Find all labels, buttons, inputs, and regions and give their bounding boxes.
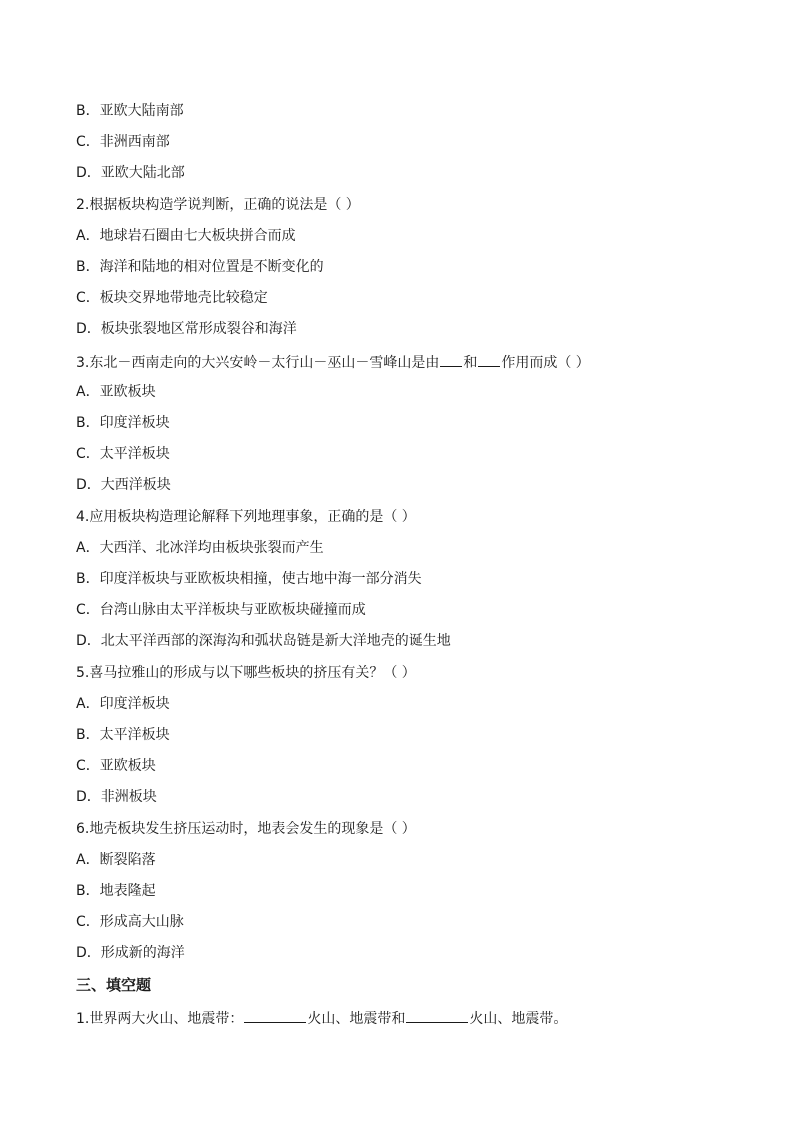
q3-blank-2 — [478, 352, 500, 367]
q1-option-b: B．亚欧大陆南部 — [76, 103, 184, 119]
q2-option-d: D．板块张裂地区常形成裂谷和海洋 — [76, 321, 297, 337]
section3-q1-blank-1 — [244, 1008, 306, 1023]
q2-stem: 2.根据板块构造学说判断，正确的说法是（ ） — [76, 197, 360, 213]
q5-option-c: C．亚欧板块 — [76, 758, 156, 774]
q4-option-c: C．台湾山脉由太平洋板块与亚欧板块碰撞而成 — [76, 602, 366, 618]
q2-option-a: A．地球岩石圈由七大板块拼合而成 — [76, 228, 296, 244]
q3-stem-part2: 和 — [463, 355, 478, 371]
q6-option-b: B．地表隆起 — [76, 883, 156, 899]
q5-option-a: A．印度洋板块 — [76, 696, 170, 712]
section3-q1-blank-2 — [406, 1008, 468, 1023]
q3-option-b: B．印度洋板块 — [76, 415, 170, 431]
q3-option-c: C．太平洋板块 — [76, 446, 170, 462]
q6-option-a: A．断裂陷落 — [76, 852, 156, 868]
q3-stem — [76, 352, 590, 372]
section3-q1 — [76, 1008, 567, 1028]
q3-stem-part3: 作用而成（ ） — [501, 355, 590, 371]
q3-stem-part1: 3.东北－西南走向的大兴安岭－太行山－巫山－雪峰山是由 — [76, 355, 440, 371]
q6-option-c: C．形成高大山脉 — [76, 914, 184, 930]
q4-option-b: B．印度洋板块与亚欧板块相撞，使古地中海一部分消失 — [76, 571, 422, 587]
q3-option-a: A．亚欧板块 — [76, 384, 156, 400]
section3-q1-part2: 火山、地震带和 — [307, 1011, 406, 1027]
q3-blank-1 — [440, 352, 462, 367]
q5-option-d: D．非洲板块 — [76, 789, 157, 805]
q4-option-a: A．大西洋、北冰洋均由板块张裂而产生 — [76, 540, 324, 556]
q3-option-d: D．大西洋板块 — [76, 477, 171, 493]
section3-q1-part3: 火山、地震带。 — [469, 1011, 568, 1027]
q2-option-c: C．板块交界地带地壳比较稳定 — [76, 290, 268, 306]
q1-option-d: D．亚欧大陆北部 — [76, 165, 185, 181]
q6-option-d: D．形成新的海洋 — [76, 945, 185, 961]
q6-stem: 6.地壳板块发生挤压运动时，地表会发生的现象是（ ） — [76, 821, 416, 837]
section3-q1-part1: 1.世界两大火山、地震带： — [76, 1011, 244, 1027]
section3-heading: 三、填空题 — [76, 976, 152, 994]
q1-option-c: C．非洲西南部 — [76, 134, 170, 150]
q2-option-b: B．海洋和陆地的相对位置是不断变化的 — [76, 259, 324, 275]
q5-option-b: B．太平洋板块 — [76, 727, 170, 743]
q5-stem: 5.喜马拉雅山的形成与以下哪些板块的挤压有关？（ ） — [76, 665, 416, 681]
q4-stem: 4.应用板块构造理论解释下列地理事象，正确的是（ ） — [76, 509, 416, 525]
q4-option-d: D．北太平洋西部的深海沟和弧状岛链是新大洋地壳的诞生地 — [76, 633, 451, 649]
